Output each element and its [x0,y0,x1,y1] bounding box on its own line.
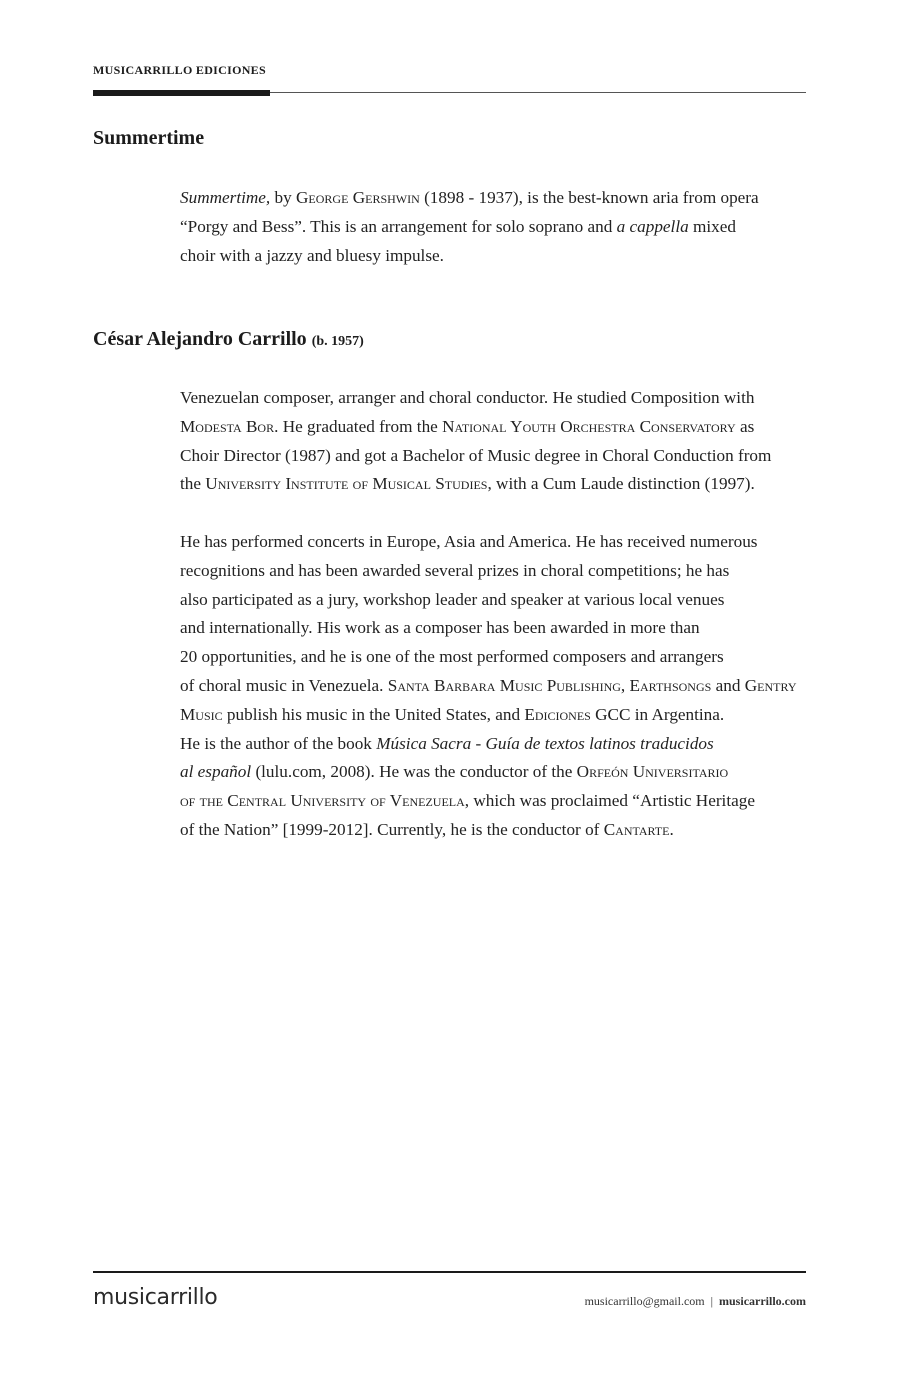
publisher-header: MUSICARRILLO EDICIONES [93,63,266,77]
website-link[interactable]: musicarrillo.com [719,1294,806,1308]
logo-wordmark: musicarrillo [93,1285,218,1310]
book-title: Música Sacra - Guía de textos latinos traducidos [376,733,714,753]
composer-birth-year: (b. 1957) [311,334,364,349]
musicarrillo-logo [93,1285,217,1310]
footer-contact [585,1294,806,1309]
work-title: Summertime, [180,188,271,207]
contact-email-link[interactable]: musicarrillo@gmail.com [584,1294,705,1308]
footer-divider [93,1271,806,1273]
footer-separator: | [710,1294,714,1308]
summertime-description: Summertime, by George Gershwin (1898 - 1937), is the best-known aria from opera “Porgy and Bess”. This is an arrangement for solo soprano and a cappella mixed choir with a jazzy and bluesy impulse. [180,188,759,265]
bio-paragraph-2: He has performed concerts in Europe, Asia and America. He has received numerous recognitions and has been awarded several prizes in choral competitions; he has also participated as a jury, workshop leader and speaker at various local venues and internationally. His work as a composer has been awarded in more than 20 opportunities, and he is one of the most performed composers and arrangers of choral music in Venezuela. Santa Barbara Music Publishing, Earthsongs and Gentry Music publish his music in the United States, and Ediciones GCC in Argentina. He is the author of the book Música Sacra - Guía de textos latinos traducidos al español (lulu.com, 2008). He was the conductor of the Orfeón Universitario of the Central University of Venezuela, which was proclaimed “Artistic Heritage of the Nation” [1999-2012]. Currently, he is the conductor of Cantarte. [180,532,797,839]
header-accent-bar [93,90,270,96]
composer-name: George Gershwin [296,188,420,207]
section-title-composer-bio [93,328,364,351]
bio-paragraph-1: Venezuelan composer, arranger and choral conductor. He studied Composition with Modesta Bor. He graduated from the National Youth Orchestra Conservatory as Choir Director (1987) and got a Bachelor of Music degree in Choral Conduction from the University Institute of Musical Studies, with a Cum Laude distinction (1997). [180,388,772,494]
section-title-summertime: Summertime [93,127,205,149]
composer-full-name: César Alejandro Carrillo [93,328,307,350]
